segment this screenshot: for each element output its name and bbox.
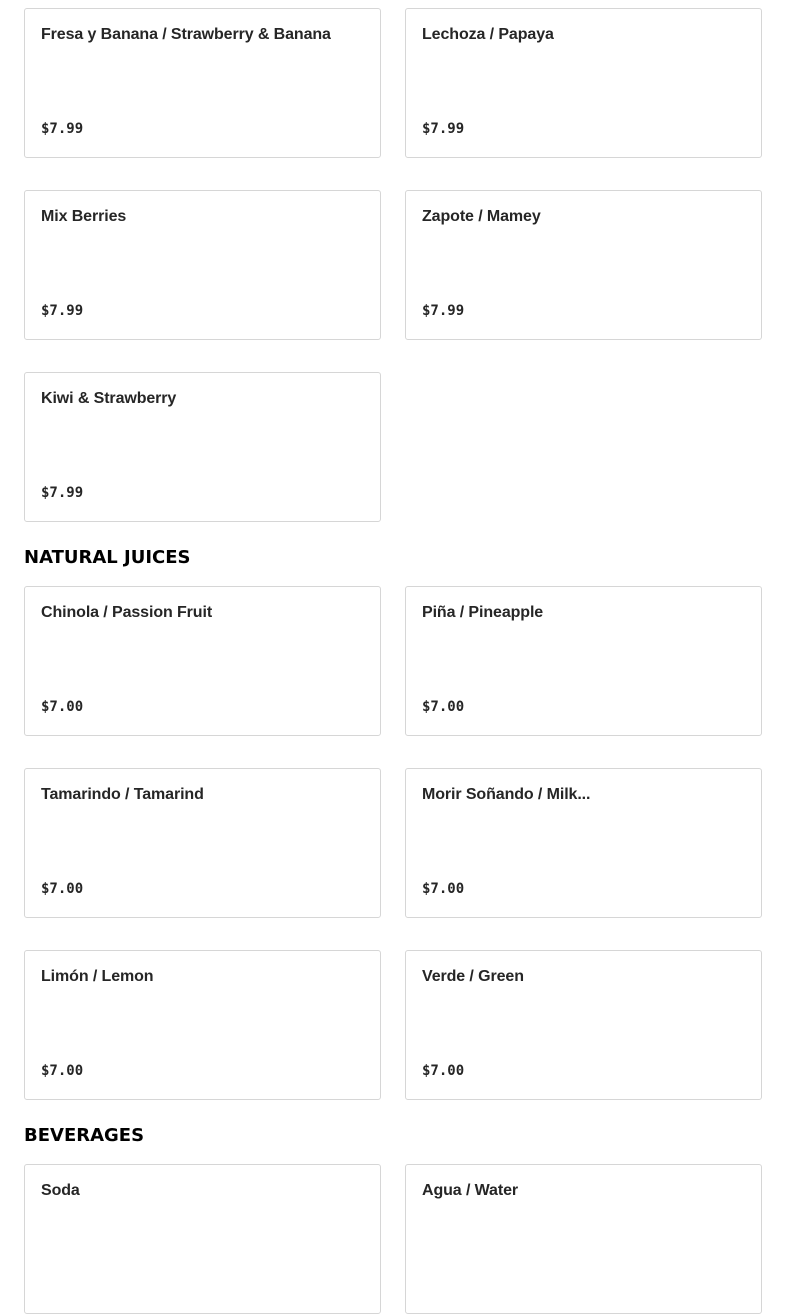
menu-item-card[interactable] [24,950,381,1100]
menu-item-card[interactable] [405,950,762,1100]
menu-item-price: $7.00 [422,881,465,897]
menu-item-name: Mix Berries [41,208,127,225]
menu-item-name: Soda [41,1182,80,1199]
menu-item-price: $7.00 [41,699,84,715]
menu-item-card[interactable] [24,190,381,340]
menu-item-name: Verde / Green [422,968,524,985]
menu-item-name: Zapote / Mamey [422,208,541,225]
menu-item-card[interactable] [24,1164,381,1314]
menu-item-card[interactable] [405,768,762,918]
menu-item-name: Morir Soñando / Milk... [422,786,591,803]
menu-item-price: $7.99 [41,303,84,319]
menu-item-price: $7.99 [41,485,84,501]
menu-item-name: Chinola / Passion Fruit [41,604,213,621]
menu-item-card[interactable] [405,586,762,736]
menu-item-price: $7.00 [422,1063,465,1079]
menu-item-price: $7.99 [422,303,465,319]
menu-item-card[interactable] [405,8,762,158]
section-heading-beverages: BEVERAGES [24,1125,145,1146]
menu-item-name: Kiwi & Strawberry [41,390,177,407]
menu-item-card[interactable] [24,586,381,736]
menu-item-name: Tamarindo / Tamarind [41,786,204,803]
menu-item-card[interactable] [405,1164,762,1314]
menu-item-price: $7.00 [41,1063,84,1079]
section-heading-natural-juices: NATURAL JUICES [24,547,191,568]
menu-item-card[interactable] [24,372,381,522]
menu-item-name: Lechoza / Papaya [422,26,554,43]
menu-item-price: $7.00 [41,881,84,897]
menu-item-name: Agua / Water [422,1182,518,1199]
menu-item-price: $7.99 [41,121,84,137]
menu-item-name: Piña / Pineapple [422,604,544,621]
menu-item-card[interactable] [24,8,381,158]
menu-item-name: Fresa y Banana / Strawberry & Banana [41,26,331,43]
menu-item-price: $7.99 [422,121,465,137]
menu-item-price: $7.00 [422,699,465,715]
menu-item-name: Limón / Lemon [41,968,154,985]
menu-item-card[interactable] [24,768,381,918]
menu-item-card[interactable] [405,190,762,340]
